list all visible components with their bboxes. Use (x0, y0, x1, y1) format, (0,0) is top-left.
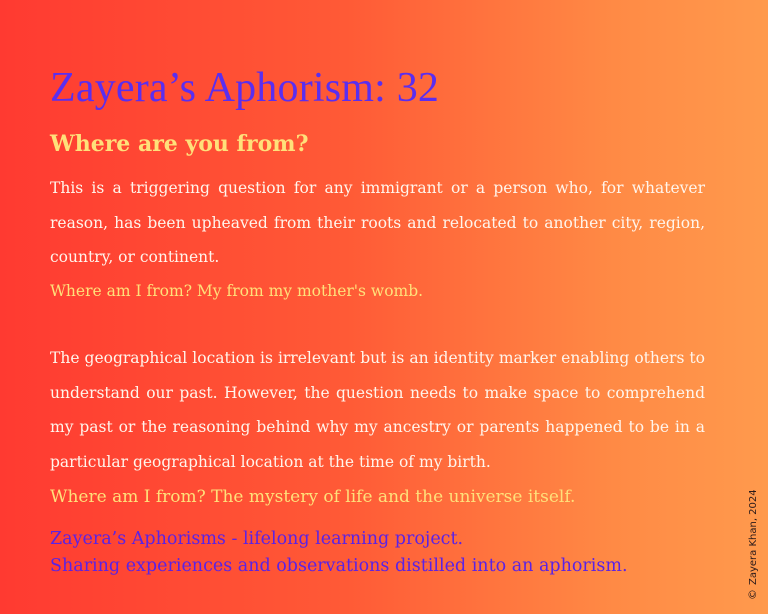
footer-line-1: Zayera’s Aphorisms - lifelong learning project. (50, 529, 464, 549)
project-footer (50, 526, 628, 580)
paragraph-2: The geographical location is irrelevant but is an identity marker enabling others to understand our past. However, the question needs to make space to comprehend my past or the reasoning behind why my ancestry or parents happened to be in a particular geographical location at the time of my birth. (50, 349, 705, 471)
footer-line-2: Sharing experiences and observations distilled into an aphorism. (50, 556, 628, 576)
copyright-text: Zayera Khan, 2024 (748, 489, 759, 585)
answer-1: Where am I from? My from my mother's womb. (50, 282, 424, 300)
copyright-icon: © (746, 589, 759, 600)
answer-2: Where am I from? The mystery of life and the universe itself. (50, 487, 576, 507)
paragraph-1: This is a triggering question for any immigrant or a person who, for whatever reason, has been upheaved from their roots and relocated to another city, region, country, or continent. (50, 179, 705, 266)
page-title: Zayera’s Aphorism: 32 (50, 65, 440, 111)
copyright-notice (747, 489, 760, 600)
question-heading: Where are you from? (50, 131, 309, 157)
